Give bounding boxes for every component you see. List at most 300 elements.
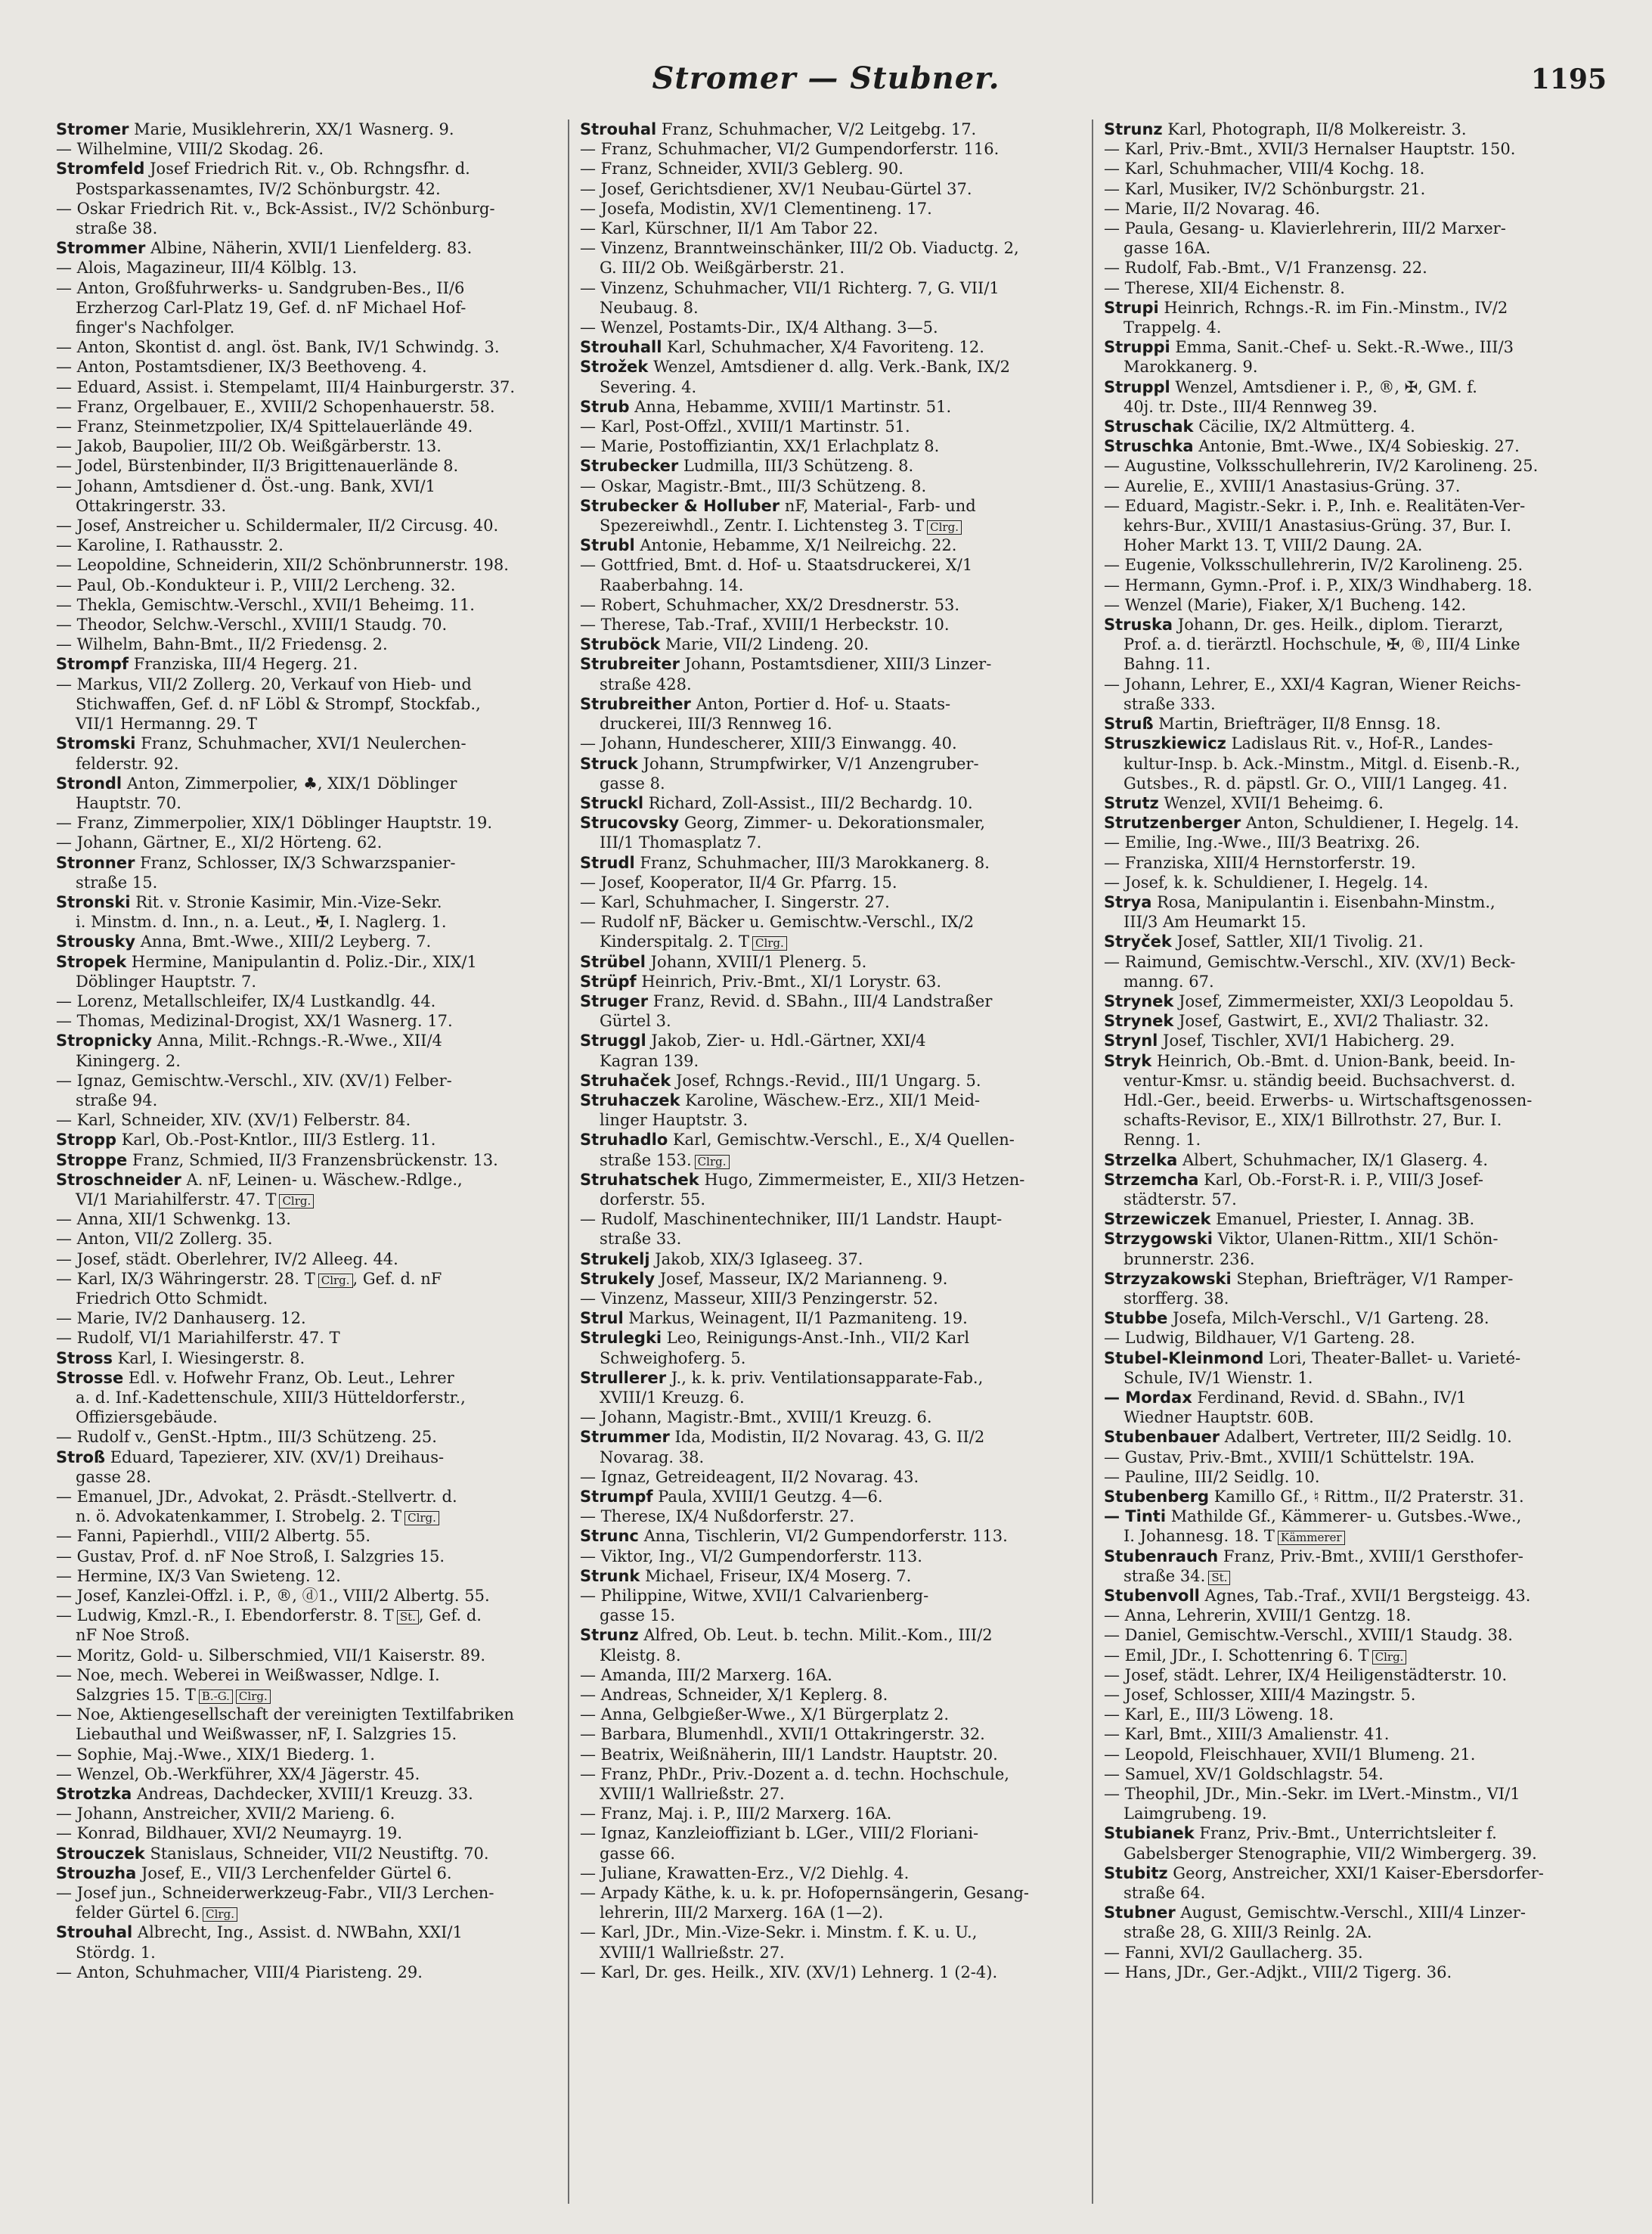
directory-entry bbox=[56, 258, 557, 278]
directory-entry bbox=[580, 1665, 1081, 1685]
entry-text: Markus, Weinagent, II/1 Pazmaniteng. 19. bbox=[628, 1309, 968, 1328]
entry-text: städterstr. 57. bbox=[1124, 1190, 1237, 1209]
directory-entry bbox=[1104, 1170, 1605, 1190]
entry-continuation bbox=[580, 932, 1081, 951]
entry-continuation bbox=[1104, 754, 1605, 774]
entry-surname: Strompf bbox=[56, 655, 129, 674]
entry-continuation bbox=[580, 377, 1081, 397]
directory-entry bbox=[56, 1705, 557, 1724]
entry-text: Georg, Zimmer- u. Dekorationsmaler, bbox=[683, 814, 986, 833]
directory-entry bbox=[580, 555, 1081, 575]
entry-text: — Gustav, Prof. d. nF Noe Stroß, I. Salzgries 15. bbox=[56, 1547, 445, 1565]
directory-entry bbox=[56, 417, 557, 436]
reference-box: Clrg. bbox=[1372, 1650, 1407, 1665]
directory-entry bbox=[56, 734, 557, 753]
entry-text: Wenzel, Amtsdiener i. P., ®, ✠, GM. f. bbox=[1175, 377, 1477, 396]
directory-entry bbox=[56, 1586, 557, 1606]
entry-continuation bbox=[580, 774, 1081, 793]
entry-text: Friedrich Otto Schmidt. bbox=[76, 1289, 268, 1308]
entry-text: straße 33. bbox=[600, 1230, 682, 1249]
directory-entry bbox=[1104, 1506, 1605, 1526]
entry-text: — Lorenz, Metallschleifer, IX/4 Lustkandlg. 44. bbox=[56, 991, 436, 1010]
entry-surname: Struhadlo bbox=[580, 1131, 668, 1150]
entry-text: — Franz, Schneider, XVII/3 Geblerg. 90. bbox=[580, 160, 903, 178]
entry-text: Johann, Strumpfwirker, V/1 Anzengruber- bbox=[643, 754, 979, 773]
entry-text: straße 428. bbox=[600, 675, 692, 693]
directory-entry bbox=[580, 1467, 1081, 1487]
entry-text: — Eduard, Assist. i. Stempelamt, III/4 Hainburgerstr. 37. bbox=[56, 377, 516, 396]
entry-text: Franziska, III/4 Hegerg. 21. bbox=[133, 655, 358, 674]
entry-text: straße 153. bbox=[600, 1150, 692, 1169]
directory-entry bbox=[580, 159, 1081, 178]
directory-entry bbox=[580, 238, 1081, 258]
entry-text: Hermine, Manipulantin d. Poliz.-Dir., XIX/1 bbox=[131, 952, 477, 971]
directory-entry bbox=[580, 635, 1081, 654]
entry-text: — Karl, Schuhmacher, VIII/4 Kochg. 18. bbox=[1104, 160, 1425, 178]
entry-text: I. Johannesg. 18. T bbox=[1124, 1527, 1275, 1546]
entry-text: Franz, Priv.-Bmt., XVIII/1 Gersthofer- bbox=[1223, 1547, 1523, 1565]
entry-continuation bbox=[580, 1011, 1081, 1031]
directory-entry bbox=[1104, 1705, 1605, 1724]
entry-surname: Strzemcha bbox=[1104, 1170, 1199, 1189]
entry-continuation bbox=[1104, 1883, 1605, 1903]
entry-text: — Rudolf v., GenSt.-Hptm., III/3 Schützeng. 25. bbox=[56, 1428, 437, 1447]
entry-text: gasse 28. bbox=[76, 1467, 152, 1486]
entry-text: Karl, Schuhmacher, X/4 Favoriteng. 12. bbox=[667, 338, 984, 357]
directory-entry bbox=[56, 952, 557, 972]
entry-text: — Robert, Schuhmacher, XX/2 Dresdnerstr. 53. bbox=[580, 595, 960, 614]
directory-entry bbox=[580, 813, 1081, 833]
entry-text: Josef, Sattler, XII/1 Tivolig. 21. bbox=[1176, 932, 1424, 951]
directory-entry bbox=[1104, 932, 1605, 951]
entry-text: — Philippine, Witwe, XVII/1 Calvarienberg- bbox=[580, 1587, 929, 1606]
directory-entry bbox=[580, 199, 1081, 219]
directory-entry bbox=[580, 1368, 1081, 1388]
entry-continuation bbox=[1104, 1804, 1605, 1823]
directory-entry bbox=[580, 1963, 1081, 1982]
entry-text: a. d. Inf.-Kadettenschule, XIII/3 Hütteldorferstr., bbox=[76, 1388, 466, 1407]
reference-box: Clrg. bbox=[279, 1194, 314, 1209]
entry-surname: Strzewiczek bbox=[1104, 1210, 1211, 1229]
directory-entry bbox=[580, 1724, 1081, 1744]
entry-text: Karl, Ob.-Post-Kntlor., III/3 Estlerg. 11. bbox=[121, 1131, 436, 1150]
entry-surname: Stubianek bbox=[1104, 1824, 1195, 1843]
entry-text: gasse 16A. bbox=[1124, 239, 1211, 258]
entry-text: — Josef, Kanzlei-Offzl. i. P., ®, ⓓ1., VIII/2 Albertg. 55. bbox=[56, 1587, 490, 1606]
entry-text: — Johann, Magistr.-Bmt., XVIII/1 Kreuzg. 6. bbox=[580, 1408, 932, 1427]
entry-text: Marie, Musiklehrerin, XX/1 Wasnerg. 9. bbox=[134, 120, 454, 138]
entry-text: Hdl.-Ger., beeid. Erwerbs- u. Wirtschaftsgenossen- bbox=[1124, 1091, 1533, 1109]
entry-continuation bbox=[580, 258, 1081, 278]
directory-entry bbox=[580, 1705, 1081, 1724]
entry-text: A. nF, Leinen- u. Wäschew.-Rdlge., bbox=[186, 1170, 463, 1189]
entry-surname: Struböck bbox=[580, 635, 661, 654]
directory-entry bbox=[1104, 337, 1605, 357]
entry-continuation bbox=[580, 1784, 1081, 1804]
entry-continuation bbox=[580, 833, 1081, 852]
entry-text: G. III/2 Ob. Weißgärberstr. 21. bbox=[600, 259, 845, 278]
entry-text: — Ignaz, Getreideagent, II/2 Novarag. 43. bbox=[580, 1467, 919, 1486]
entry-text: — Wilhelm, Bahn-Bmt., II/2 Friedensg. 2. bbox=[56, 635, 388, 654]
directory-entry bbox=[56, 991, 557, 1011]
entry-text: Novarag. 38. bbox=[600, 1447, 705, 1466]
directory-entry bbox=[1104, 1625, 1605, 1645]
directory-entry bbox=[56, 1249, 557, 1269]
entry-surname: Strya bbox=[1104, 892, 1152, 911]
entry-text: — Paula, Gesang- u. Klavierlehrerin, III/2 Marxer- bbox=[1104, 219, 1506, 238]
entry-text: Michael, Friseur, IX/4 Moserg. 7. bbox=[645, 1566, 912, 1585]
entry-text: n. ö. Advokatenkammer, I. Strobelg. 2. T bbox=[76, 1507, 402, 1526]
directory-entry bbox=[580, 1685, 1081, 1705]
directory-entry bbox=[580, 1071, 1081, 1091]
entry-text: Alfred, Ob. Leut. b. techn. Milit.-Kom., III/2 bbox=[643, 1626, 993, 1645]
directory-entry bbox=[56, 1764, 557, 1784]
directory-entry bbox=[56, 1487, 557, 1506]
entry-surname: Strotzka bbox=[56, 1785, 132, 1804]
reference-box: Clrg. bbox=[927, 520, 962, 535]
column-left bbox=[45, 119, 568, 2204]
entry-surname: Strubl bbox=[580, 536, 635, 555]
entry-text: — Hermine, IX/3 Van Swieteng. 12. bbox=[56, 1566, 341, 1585]
entry-text: gasse 15. bbox=[600, 1606, 676, 1625]
directory-entry bbox=[580, 119, 1081, 139]
entry-text: — Ignaz, Gemischtw.-Verschl., XIV. (XV/1) Felber- bbox=[56, 1071, 452, 1090]
entry-text: — Josef, Gerichtsdiener, XV/1 Neubau-Gürtel 37. bbox=[580, 179, 972, 198]
entry-surname: Struschak bbox=[1104, 417, 1194, 436]
entry-surname: Strzelka bbox=[1104, 1150, 1178, 1169]
entry-surname: Strynek bbox=[1104, 1012, 1174, 1031]
entry-text: Stördg. 1. bbox=[76, 1943, 156, 1962]
entry-continuation bbox=[56, 793, 557, 813]
entry-surname: Stropnicky bbox=[56, 1032, 153, 1050]
entry-text: Anton, Schuldiener, I. Hegelg. 14. bbox=[1245, 814, 1520, 833]
directory-entry bbox=[580, 1922, 1081, 1942]
entry-text: Stichwaffen, Gef. d. nF Löbl & Strompf, Stockfab., bbox=[76, 694, 481, 713]
entry-text: — Hermann, Gymn.-Prof. i. P., XIX/3 Windhaberg. 18. bbox=[1104, 576, 1533, 594]
entry-surname: Struck bbox=[580, 754, 638, 773]
entry-surname: Strudl bbox=[580, 853, 635, 872]
directory-entry bbox=[56, 1031, 557, 1050]
entry-surname: Strukelj bbox=[580, 1249, 650, 1268]
entry-text: gasse 8. bbox=[600, 774, 665, 793]
entry-text: ventur-Kmsr. u. ständig beeid. Buchsachverst. d. bbox=[1124, 1071, 1516, 1090]
entry-text: felder Gürtel 6. bbox=[76, 1904, 200, 1922]
directory-entry bbox=[580, 357, 1081, 377]
entry-text: — Markus, VII/2 Zollerg. 20, Verkauf von Hieb- und bbox=[56, 675, 472, 693]
entry-surname: Stubel-Kleinmond bbox=[1104, 1348, 1264, 1367]
entry-surname: Strubecker bbox=[580, 457, 679, 476]
entry-continuation bbox=[56, 1625, 557, 1645]
entry-surname: Strunc bbox=[580, 1527, 639, 1546]
entry-text: — Ludwig, Bildhauer, V/1 Garteng. 28. bbox=[1104, 1329, 1415, 1348]
entry-continuation bbox=[1104, 635, 1605, 654]
entry-text: — Thekla, Gemischtw.-Verschl., XVII/1 Beheimg. 11. bbox=[56, 595, 475, 614]
entry-surname: Strynl bbox=[1104, 1032, 1158, 1050]
entry-continuation bbox=[56, 912, 557, 932]
directory-entry bbox=[56, 1963, 557, 1982]
directory-entry bbox=[56, 1308, 557, 1328]
directory-entry bbox=[56, 1229, 557, 1249]
entry-text: — Gustav, Priv.-Bmt., XVIII/1 Schüttelstr. 19A. bbox=[1104, 1447, 1475, 1466]
reference-box: Kämmerer bbox=[1278, 1531, 1345, 1545]
column-right bbox=[1092, 119, 1616, 2204]
directory-entry bbox=[1104, 1764, 1605, 1784]
entry-surname: Strukely bbox=[580, 1269, 656, 1288]
entry-text: dorferstr. 55. bbox=[600, 1190, 706, 1209]
directory-entry bbox=[580, 1289, 1081, 1308]
reference-box: Clrg. bbox=[404, 1511, 439, 1525]
entry-text: Emma, Sanit.-Chef- u. Sekt.-R.-Wwe., III/3 bbox=[1175, 338, 1514, 357]
entry-text: felderstr. 92. bbox=[76, 754, 179, 773]
entry-text: Stanislaus, Schneider, VII/2 Neustiftg. 70. bbox=[150, 1844, 489, 1863]
entry-continuation bbox=[1104, 318, 1605, 337]
reference-box: Clrg. bbox=[236, 1689, 271, 1704]
entry-text: nF, Material-, Farb- und bbox=[784, 496, 976, 515]
directory-entry bbox=[1104, 159, 1605, 178]
entry-text: — Karl, IX/3 Währingerstr. 28. T bbox=[56, 1269, 315, 1288]
entry-text: brunnerstr. 236. bbox=[1124, 1249, 1255, 1268]
entry-surname: — Tinti bbox=[1104, 1507, 1167, 1526]
directory-entry bbox=[56, 436, 557, 456]
entry-text: — Oskar Friedrich Rit. v., Bck-Assist., IV/2 Schönburg- bbox=[56, 199, 495, 218]
directory-entry bbox=[580, 694, 1081, 714]
entry-text: — Amanda, III/2 Marxerg. 16A. bbox=[580, 1665, 832, 1684]
entry-surname: Stubitz bbox=[1104, 1863, 1168, 1882]
entry-text: Jakob, XIX/3 Iglaseeg. 37. bbox=[655, 1249, 863, 1268]
directory-entry bbox=[56, 1209, 557, 1229]
entry-surname: Struß bbox=[1104, 715, 1154, 734]
entry-text: Karl, Ob.-Forst-R. i. P., VIII/3 Josef- bbox=[1204, 1170, 1483, 1189]
entry-text: — Rudolf, VI/1 Mariahilferstr. 47. T bbox=[56, 1329, 340, 1348]
directory-entry bbox=[580, 1269, 1081, 1289]
entry-continuation bbox=[56, 1903, 557, 1922]
entry-continuation bbox=[56, 1051, 557, 1071]
entry-text: — Franz, Schuhmacher, VI/2 Gumpendorferstr. 116. bbox=[580, 140, 1000, 159]
entry-surname: Strouhal bbox=[56, 1923, 133, 1942]
directory-entry bbox=[56, 199, 557, 219]
entry-text: Mathilde Gf., Kämmerer- u. Gutsbes.-Wwe., bbox=[1170, 1507, 1522, 1526]
entry-text: — Vinzenz, Schuhmacher, VII/1 Richterg. 7, G. VII/1 bbox=[580, 278, 1000, 297]
entry-text: — Eugenie, Volksschullehrerin, IV/2 Karolineng. 25. bbox=[1104, 556, 1523, 575]
entry-text: manng. 67. bbox=[1124, 972, 1214, 991]
entry-text: — Josef, Kooperator, II/4 Gr. Pfarrg. 15. bbox=[580, 873, 897, 892]
entry-text: — Konrad, Bildhauer, XVI/2 Neumayrg. 19. bbox=[56, 1824, 403, 1843]
entry-text: XVIII/1 Wallrießstr. 27. bbox=[600, 1785, 785, 1804]
entry-text: Kamillo Gf., ♮ Rittm., II/2 Praterstr. 31. bbox=[1213, 1488, 1524, 1506]
entry-text: — Paul, Ob.-Kondukteur i. P., VIII/2 Lercheng. 32. bbox=[56, 576, 456, 594]
entry-text-after: , Gef. d. nF bbox=[352, 1269, 442, 1288]
directory-entry bbox=[1104, 1547, 1605, 1566]
directory-entry bbox=[56, 833, 557, 852]
directory-entry bbox=[580, 1804, 1081, 1823]
entry-text: Josef, Rchngs.-Revid., III/1 Ungarg. 5. bbox=[675, 1071, 981, 1090]
directory-entry bbox=[1104, 496, 1605, 516]
directory-entry bbox=[56, 337, 557, 357]
directory-entry bbox=[1104, 1963, 1605, 1982]
entry-text: — Josef, städt. Lehrer, IX/4 Heiligenstädterstr. 10. bbox=[1104, 1665, 1508, 1684]
entry-text: — Karoline, I. Rathausstr. 2. bbox=[56, 536, 284, 555]
entry-text: Renng. 1. bbox=[1124, 1131, 1201, 1150]
entry-continuation bbox=[1104, 1071, 1605, 1091]
entry-text: — Rudolf, Maschinentechniker, III/1 Landstr. Haupt- bbox=[580, 1210, 1003, 1229]
directory-entry bbox=[580, 496, 1081, 516]
entry-text: — Wilhelmine, VIII/2 Skodag. 26. bbox=[56, 140, 324, 159]
entry-text: Gabelsberger Stenographie, VII/2 Wimbergerg. 39. bbox=[1124, 1844, 1537, 1863]
directory-entry bbox=[580, 417, 1081, 436]
entry-text: Karl, I. Wiesingerstr. 8. bbox=[117, 1348, 305, 1367]
entry-text: Paula, XVIII/1 Geutzg. 4—6. bbox=[658, 1488, 883, 1506]
entry-text: Josef, Zimmermeister, XXI/3 Leopoldau 5. bbox=[1179, 991, 1514, 1010]
entry-text: Adalbert, Vertreter, III/2 Seidlg. 10. bbox=[1224, 1428, 1512, 1447]
directory-entry bbox=[580, 1170, 1081, 1190]
entry-surname: Stroppe bbox=[56, 1150, 128, 1169]
entry-text: — Ludwig, Kmzl.-R., I. Ebendorferstr. 8. T bbox=[56, 1606, 394, 1625]
entry-continuation bbox=[1104, 1130, 1605, 1150]
entry-text: — Alois, Magazineur, III/4 Kölblg. 13. bbox=[56, 259, 358, 278]
directory-entry bbox=[580, 436, 1081, 456]
entry-text: Raaberbahng. 14. bbox=[600, 576, 744, 594]
directory-entry bbox=[1104, 1863, 1605, 1883]
entry-text: — Oskar, Magistr.-Bmt., III/3 Schützeng. 8. bbox=[580, 476, 927, 495]
entry-text: — Karl, Post-Offzl., XVIII/1 Martinstr. 51. bbox=[580, 417, 910, 436]
entry-continuation bbox=[1104, 694, 1605, 714]
directory-entry bbox=[580, 1506, 1081, 1526]
entry-surname: Strubreiter bbox=[580, 655, 680, 674]
entry-text: Franz, Revid. d. SBahn., III/4 Landstraßer bbox=[652, 991, 993, 1010]
entry-text: Ferdinand, Revid. d. SBahn., IV/1 bbox=[1197, 1388, 1467, 1407]
column-middle bbox=[568, 119, 1092, 2204]
directory-entry bbox=[56, 535, 557, 555]
entry-text: Franz, Priv.-Bmt., Unterrichtsleiter f. bbox=[1199, 1824, 1497, 1843]
reference-box: Clrg. bbox=[203, 1907, 237, 1922]
entry-text: Laimgrubeng. 19. bbox=[1124, 1804, 1267, 1823]
entry-text: III/1 Thomasplatz 7. bbox=[600, 833, 762, 852]
entry-text: Albrecht, Ing., Assist. d. NWBahn, XXI/1 bbox=[137, 1923, 463, 1942]
directory-entry bbox=[1104, 1348, 1605, 1368]
directory-entry bbox=[580, 793, 1081, 813]
directory-entry bbox=[1104, 436, 1605, 456]
entry-surname: Strynek bbox=[1104, 991, 1174, 1010]
entry-text: — Emil, JDr., I. Schottenring 6. T bbox=[1104, 1646, 1369, 1665]
entry-text: Neubaug. 8. bbox=[600, 298, 699, 317]
entry-text: Edl. v. Hofwehr Franz, Ob. Leut., Lehrer bbox=[128, 1368, 454, 1387]
entry-text: — Anna, Lehrerin, XVIII/1 Gentzg. 18. bbox=[1104, 1606, 1412, 1625]
directory-entry bbox=[56, 1348, 557, 1368]
entry-text: Spezereiwhdl., Zentr. I. Lichtensteg 3. T bbox=[600, 517, 925, 535]
entry-continuation bbox=[580, 1229, 1081, 1249]
entry-continuation bbox=[56, 1388, 557, 1407]
entry-text: Schweighoferg. 5. bbox=[600, 1348, 746, 1367]
directory-entry bbox=[1104, 873, 1605, 892]
page-number: 1195 bbox=[1530, 64, 1607, 95]
directory-entry bbox=[1104, 219, 1605, 238]
entry-text: Josef, Tischler, XVI/1 Habicherg. 29. bbox=[1163, 1032, 1455, 1050]
entry-continuation bbox=[1104, 1289, 1605, 1308]
entry-surname: Stromfeld bbox=[56, 160, 145, 178]
entry-text: — Franz, Steinmetzpolier, IX/4 Spittelauerlände 49. bbox=[56, 417, 473, 436]
entry-continuation bbox=[580, 714, 1081, 734]
directory-entry bbox=[1104, 476, 1605, 496]
entry-surname: Strul bbox=[580, 1309, 624, 1328]
directory-entry bbox=[56, 357, 557, 377]
directory-entry bbox=[580, 754, 1081, 774]
entry-text: Marokkanerg. 9. bbox=[1124, 358, 1258, 377]
entry-surname: Strubecker & Holluber bbox=[580, 496, 780, 515]
entry-surname: Strucovsky bbox=[580, 814, 680, 833]
directory-entry bbox=[56, 1606, 557, 1625]
entry-text: Kiningerg. 2. bbox=[76, 1051, 181, 1070]
entry-surname: Stubenbauer bbox=[1104, 1428, 1220, 1447]
entry-surname: Strouczek bbox=[56, 1844, 145, 1863]
entry-continuation bbox=[1104, 1249, 1605, 1269]
entry-continuation bbox=[56, 179, 557, 199]
entry-text: Kleistg. 8. bbox=[600, 1646, 681, 1665]
entry-continuation bbox=[580, 1388, 1081, 1407]
entry-text: — Franz, Maj. i. P., III/2 Marxerg. 16A. bbox=[580, 1804, 892, 1823]
entry-text: Ladislaus Rit. v., Hof-R., Landes- bbox=[1231, 734, 1493, 753]
directory-entry bbox=[580, 1031, 1081, 1050]
reference-box: Clrg. bbox=[695, 1155, 730, 1169]
directory-entry bbox=[56, 1745, 557, 1764]
entry-text: Trappelg. 4. bbox=[1124, 318, 1222, 337]
entry-text: — Therese, XII/4 Eichenstr. 8. bbox=[1104, 278, 1345, 297]
entry-text: Prof. a. d. tierärztl. Hochschule, ✠, ®, III/4 Linke bbox=[1124, 635, 1520, 654]
directory-entry bbox=[56, 774, 557, 793]
entry-text: linger Hauptstr. 3. bbox=[600, 1111, 749, 1130]
directory-entry bbox=[56, 576, 557, 595]
entry-surname: Stropp bbox=[56, 1131, 117, 1150]
entry-surname: Strupi bbox=[1104, 298, 1159, 317]
entry-text: Hauptstr. 70. bbox=[76, 793, 181, 812]
entry-continuation bbox=[580, 1348, 1081, 1368]
entry-text: — Jodel, Bürstenbinder, II/3 Brigittenauerlände 8. bbox=[56, 457, 459, 476]
entry-continuation bbox=[1104, 912, 1605, 932]
directory-entry bbox=[56, 159, 557, 178]
entry-text: Eduard, Tapezierer, XIV. (XV/1) Dreihaus- bbox=[110, 1447, 445, 1466]
directory-entry bbox=[56, 1784, 557, 1804]
entry-text: — Vinzenz, Masseur, XIII/3 Penzingerstr. 52. bbox=[580, 1289, 938, 1308]
entry-text: Anna, Bmt.-Wwe., XIII/2 Leyberg. 7. bbox=[140, 932, 432, 951]
entry-text: Erzherzog Carl-Platz 19, Gef. d. nF Michael Hof- bbox=[76, 298, 466, 317]
entry-text: Anton, Portier d. Hof- u. Staats- bbox=[696, 694, 951, 713]
directory-entry bbox=[580, 853, 1081, 873]
entry-surname: Struppi bbox=[1104, 338, 1170, 357]
entry-text: — Eduard, Magistr.-Sekr. i. P., Inh. e. Realitäten-Ver- bbox=[1104, 496, 1526, 515]
entry-text: — Karl, Kürschner, II/1 Am Tabor 22. bbox=[580, 219, 879, 238]
directory-entry bbox=[1104, 1427, 1605, 1447]
entry-text: VII/1 Hermanng. 29. T bbox=[76, 715, 258, 734]
directory-entry bbox=[580, 337, 1081, 357]
entry-text: — Anton, Großfuhrwerks- u. Sandgruben-Bes., II/6 bbox=[56, 278, 465, 297]
directory-entry bbox=[56, 476, 557, 496]
entry-text: Ludmilla, III/3 Schützeng. 8. bbox=[683, 457, 914, 476]
entry-text: — Karl, Musiker, IV/2 Schönburgstr. 21. bbox=[1104, 179, 1426, 198]
directory-entry bbox=[1104, 853, 1605, 873]
directory-entry bbox=[1104, 1011, 1605, 1031]
directory-entry bbox=[580, 1625, 1081, 1645]
entry-continuation bbox=[56, 1091, 557, 1110]
entry-text: — Wenzel, Ob.-Werkführer, XX/4 Jägerstr. 45. bbox=[56, 1764, 420, 1783]
directory-entry bbox=[56, 1011, 557, 1031]
entry-continuation bbox=[580, 675, 1081, 694]
entry-surname: Struckl bbox=[580, 793, 644, 812]
entry-surname: Strummer bbox=[580, 1428, 670, 1447]
entry-text: — Therese, Tab.-Traf., XVIII/1 Herbeckstr. 10. bbox=[580, 616, 950, 635]
entry-surname: Stubenberg bbox=[1104, 1488, 1210, 1506]
entry-surname: Stronner bbox=[56, 853, 135, 872]
entry-text: — Anton, VII/2 Zollerg. 35. bbox=[56, 1230, 273, 1249]
entry-text: — Theodor, Selchw.-Verschl., XVIII/1 Staudg. 70. bbox=[56, 616, 448, 635]
